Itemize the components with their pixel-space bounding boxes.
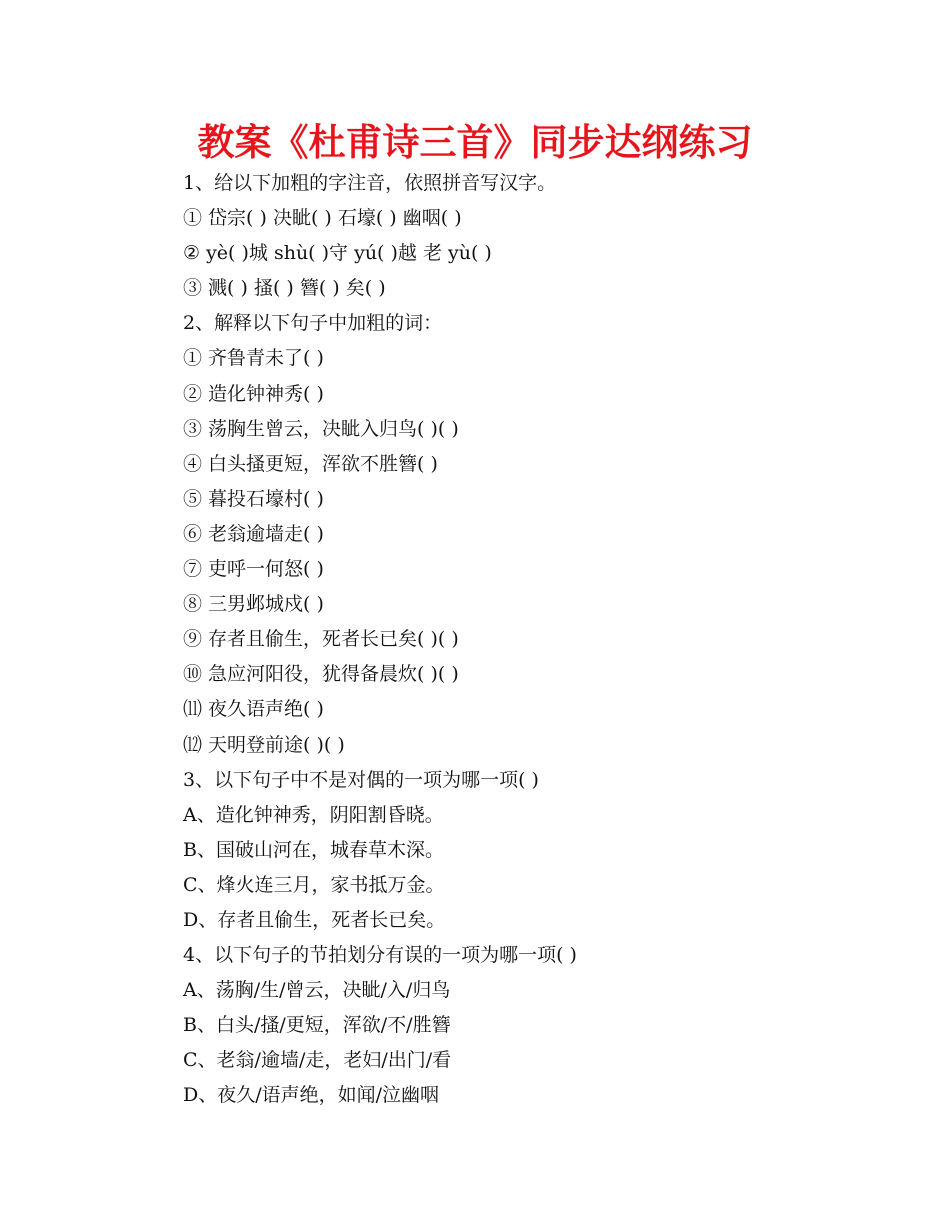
question-3-option-c: C、烽火连三月，家书抵万金。: [183, 873, 445, 896]
question-2-item-3: ③ 荡胸生曾云，决眦入归鸟( )( ): [183, 417, 459, 440]
question-2-item-9: ⑨ 存者且偷生，死者长已矣( )( ): [183, 628, 459, 651]
question-3-option-a: A、造化钟神秀，阴阳割昏晓。: [183, 803, 444, 826]
question-2-item-2: ② 造化钟神秀( ): [183, 382, 324, 405]
question-2-item-1: ① 齐鲁青未了( ): [183, 347, 324, 370]
question-4-option-b: B、白头/搔/更短，浑欲/不/胜簪: [183, 1014, 451, 1037]
question-1-item-3: ③ 溅( ) 搔( ) 簪( ) 矣( ): [183, 277, 386, 300]
question-4-heading: 4、以下句子的节拍划分有误的一项为哪一项( ): [183, 944, 577, 967]
question-3-option-b: B、国破山河在，城春草木深。: [183, 838, 444, 861]
question-1-heading: 1、给以下加粗的字注音，依照拼音写汉字。: [183, 172, 557, 194]
question-2-item-7: ⑦ 吏呼一何怒( ): [183, 558, 324, 581]
question-3-heading: 3、以下句子中不是对偶的一项为哪一项( ): [183, 768, 539, 791]
question-2-item-10: ⑩ 急应河阳役，犹得备晨炊( )( ): [183, 663, 459, 686]
question-2-heading: 2、解释以下句子中加粗的词：: [183, 312, 443, 335]
question-2-item-12: ⑿ 天明登前途( )( ): [183, 733, 345, 756]
question-2-item-11: ⑾ 夜久语声绝( ): [183, 698, 324, 721]
exercise-body: [183, 166, 903, 1114]
question-4-option-a: A、荡胸/生/曾云，决眦/入/归鸟: [183, 979, 451, 1002]
question-1-item-1: ① 岱宗( ) 决眦( ) 石壕( ) 幽咽( ): [183, 207, 462, 230]
question-2-item-6: ⑥ 老翁逾墙走( ): [183, 522, 324, 545]
question-4-option-c: C、老翁/逾墙/走，老妇/出门/看: [183, 1049, 452, 1072]
question-2-item-5: ⑤ 暮投石壕村( ): [183, 487, 324, 510]
question-2-item-4: ④ 白头搔更短，浑欲不胜簪( ): [183, 452, 438, 475]
question-1-item-2: ② yè( )城 shù( )守 yú( )越 老 yù( ): [183, 242, 492, 265]
question-2-item-8: ⑧ 三男邺城戍( ): [183, 593, 324, 616]
document-title: 教案《杜甫诗三首》同步达纲练习: [197, 121, 753, 164]
question-4-option-d: D、夜久/语声绝，如闻/泣幽咽: [183, 1084, 440, 1107]
question-3-option-d: D、存者且偷生，死者长已矣。: [183, 908, 446, 931]
